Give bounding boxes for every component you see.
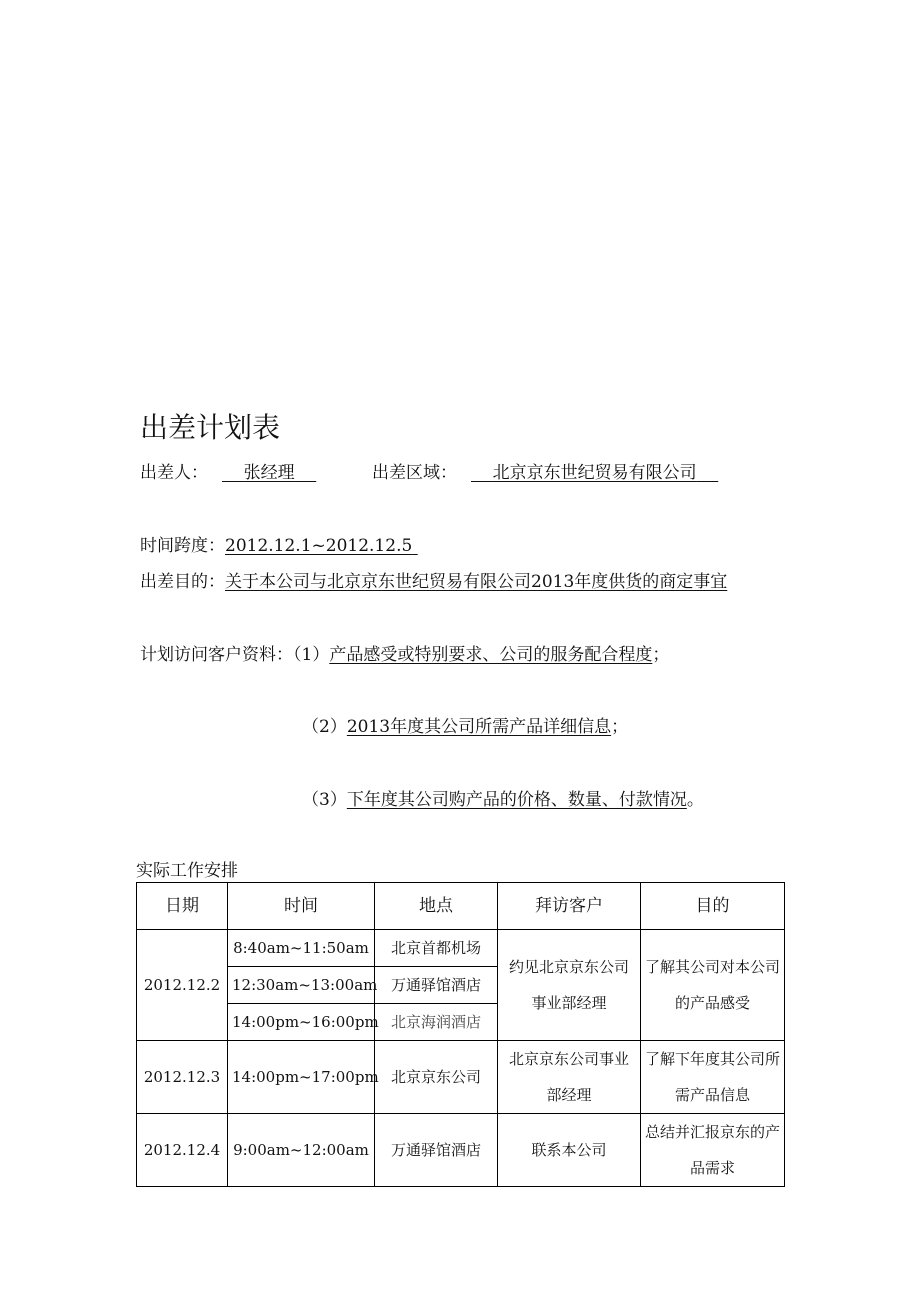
schedule-title: 实际工作安排 — [136, 861, 238, 881]
traveler-label: 出差人： — [140, 463, 208, 483]
place-cell: 北京京东公司 — [375, 1041, 498, 1114]
visit-item-2: 2013年度其公司所需产品详细信息 — [346, 717, 612, 737]
header-time: 时间 — [228, 883, 375, 930]
visit-line-1: 计划访问客户资料：（1）产品感受或特别要求、公司的服务配合程度； — [140, 645, 670, 665]
client-cell: 约见北京京东公司事业部经理 — [498, 930, 641, 1041]
header-place: 地点 — [375, 883, 498, 930]
schedule-table — [136, 882, 785, 1187]
client-cell: 联系本公司 — [498, 1114, 641, 1187]
period-value: 2012.12.1~2012.12.5 — [225, 536, 413, 556]
visit-line-3: （3）下年度其公司购产品的价格、数量、付款情况。 — [302, 790, 704, 810]
time-cell: 8:40am~11:50am — [228, 930, 375, 967]
table-header-row — [137, 883, 785, 930]
visit-label: 计划访问客户资料： — [140, 645, 293, 665]
purpose-label: 出差目的： — [140, 572, 225, 592]
table-row — [137, 1041, 785, 1114]
place-cell: 北京首都机场 — [375, 930, 498, 967]
time-cell: 9:00am~12:00am — [228, 1114, 375, 1187]
purpose-cell: 总结并汇报京东的产品需求 — [641, 1114, 785, 1187]
date-cell: 2012.12.2 — [137, 930, 228, 1041]
purpose-cell: 了解下年度其公司所需产品信息 — [641, 1041, 785, 1114]
place-cell: 万通驿馆酒店 — [375, 967, 498, 1004]
region-line — [372, 458, 718, 483]
table-row — [137, 1114, 785, 1187]
header-client: 拜访客户 — [498, 883, 641, 930]
time-cell: 14:00pm~16:00pm — [228, 1004, 375, 1041]
page-title: 出差计划表 — [140, 411, 281, 444]
period-label: 时间跨度： — [140, 536, 225, 556]
place-cell: 北京海润酒店 — [375, 1004, 498, 1041]
date-cell: 2012.12.3 — [137, 1041, 228, 1114]
table-row — [137, 930, 785, 967]
period-line — [140, 531, 418, 556]
region-label: 出差区域： — [372, 463, 457, 483]
place-cell: 万通驿馆酒店 — [375, 1114, 498, 1187]
header-purpose: 目的 — [641, 883, 785, 930]
header-date: 日期 — [137, 883, 228, 930]
time-cell: 12:30am~13:00am — [228, 967, 375, 1004]
traveler-value: 张经理 — [243, 463, 295, 483]
time-cell: 14:00pm~17:00pm — [228, 1041, 375, 1114]
purpose-line — [140, 567, 727, 592]
visit-line-2: （2）2013年度其公司所需产品详细信息； — [302, 717, 629, 737]
date-cell: 2012.12.4 — [137, 1114, 228, 1187]
client-cell: 北京京东公司事业部经理 — [498, 1041, 641, 1114]
visit-item-1: 产品感受或特别要求、公司的服务配合程度 — [329, 645, 653, 665]
purpose-value: 关于本公司与北京京东世纪贸易有限公司2013年度供货的商定事宜 — [225, 572, 728, 592]
purpose-cell: 了解其公司对本公司的产品感受 — [641, 930, 785, 1041]
visit-item-3: 下年度其公司购产品的价格、数量、付款情况 — [346, 790, 687, 810]
traveler-line — [140, 458, 316, 483]
region-value: 北京京东世纪贸易有限公司 — [492, 463, 697, 483]
